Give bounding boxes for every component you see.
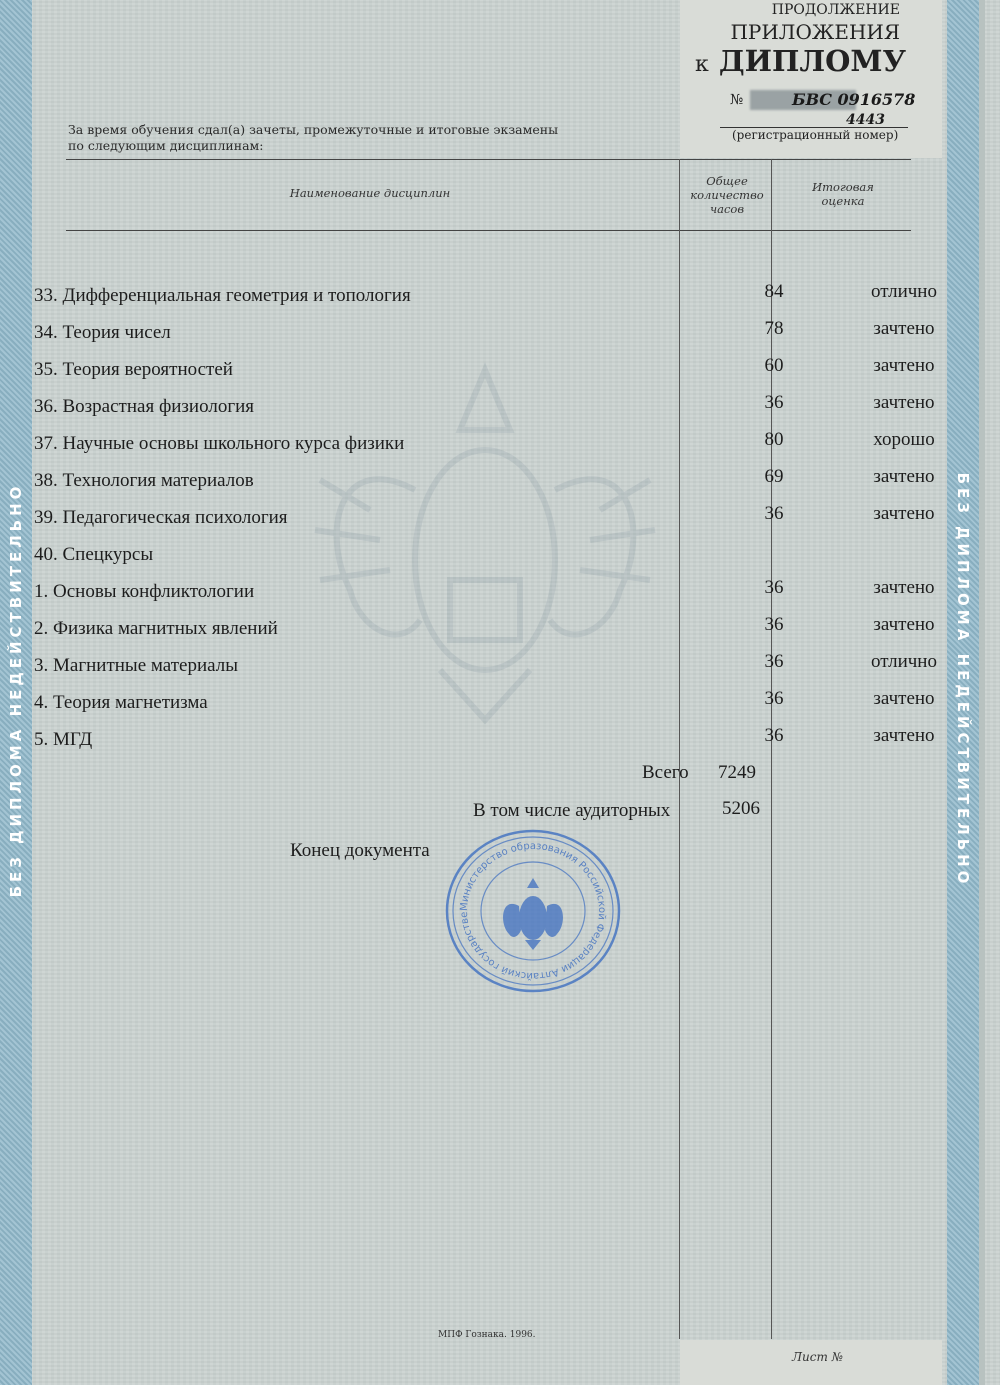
discipline-name: 1. Основы конфликтологии [34, 581, 255, 602]
discipline-hours: 36 [764, 614, 784, 635]
table-row [34, 688, 974, 720]
discipline-grade: зачтено [873, 577, 935, 598]
column-header-grade [776, 180, 910, 208]
diploma-number-value: БВС 0916578 [792, 90, 916, 109]
discipline-grade: зачтено [873, 392, 935, 413]
discipline-hours: 78 [764, 318, 784, 339]
printer-imprint: МПФ Гознака. 1996. [438, 1330, 536, 1340]
university-seal [443, 826, 623, 996]
discipline-hours: 84 [764, 281, 784, 302]
total-value: 7249 [718, 762, 756, 783]
column-header-hours-1: Общее [706, 174, 748, 188]
discipline-name: 37. Научные основы школьного курса физики [34, 433, 405, 454]
table-row [34, 651, 974, 683]
discipline-hours: 36 [764, 392, 784, 413]
discipline-grade: зачтено [873, 725, 935, 746]
discipline-grade: зачтено [873, 688, 935, 709]
discipline-name: 3. Магнитные материалы [34, 655, 238, 676]
column-header-name: Наименование дисциплин [289, 186, 451, 200]
discipline-name: 5. МГД [34, 729, 93, 750]
discipline-grade: отлично [871, 281, 937, 302]
column-header-grade-1: Итоговая [812, 180, 874, 194]
table-header-rule [66, 230, 911, 231]
registration-number-label: (регистрационный номер) [732, 128, 899, 142]
table-row [34, 318, 974, 350]
intro-line-2: по следующим дисциплинам: [68, 138, 264, 153]
discipline-name: 35. Теория вероятностей [34, 359, 233, 380]
left-security-strip [0, 0, 32, 1385]
table-row [34, 577, 974, 609]
discipline-grade: отлично [871, 651, 937, 672]
header-line-2: ПРИЛОЖЕНИЯ [730, 20, 900, 44]
discipline-hours: 36 [764, 577, 784, 598]
discipline-grade: зачтено [873, 466, 935, 487]
table-row [34, 429, 974, 461]
table-row [34, 392, 974, 424]
header-line-3 [680, 44, 906, 78]
discipline-grade: зачтено [873, 503, 935, 524]
table-row [34, 281, 974, 313]
discipline-hours: 36 [764, 725, 784, 746]
header-line-1: ПРОДОЛЖЕНИЕ [771, 2, 900, 18]
table-row [34, 544, 974, 572]
column-header-hours [684, 174, 770, 216]
discipline-grade: зачтено [873, 318, 935, 339]
discipline-grade: зачтено [873, 614, 935, 635]
header-line-3-prefix: к [695, 52, 709, 77]
table-row [34, 614, 974, 646]
discipline-name: 2. Физика магнитных явлений [34, 618, 278, 639]
seal-text: Министерство образования Российской Федерации Алтайский государстве [458, 840, 608, 982]
registration-number-value: 4443 [846, 112, 885, 128]
discipline-name: 36. Возрастная физиология [34, 396, 255, 417]
discipline-name: 39. Педагогическая психология [34, 507, 288, 528]
discipline-name: 4. Теория магнетизма [34, 692, 208, 713]
discipline-hours: 60 [764, 355, 784, 376]
diploma-number-label: № [730, 92, 744, 108]
discipline-hours: 36 [764, 651, 784, 672]
discipline-name: 34. Теория чисел [34, 322, 171, 343]
auditorium-value: 5206 [722, 798, 760, 819]
header-line-3-main: ДИПЛОМУ [718, 44, 906, 78]
discipline-hours: 36 [764, 503, 784, 524]
discipline-grade: хорошо [873, 429, 935, 450]
table-row [34, 466, 974, 498]
discipline-hours: 69 [764, 466, 784, 487]
sheet-number-label: Лист № [792, 1350, 844, 1364]
discipline-name: 38. Технология материалов [34, 470, 254, 491]
table-row [34, 503, 974, 535]
intro-line-1: За время обучения сдал(а) зачеты, промежуточные и итоговые экзамены [68, 122, 559, 137]
column-header-hours-2: количество [690, 188, 764, 202]
column-header-grade-2: оценка [821, 194, 865, 208]
discipline-grade: зачтено [873, 355, 935, 376]
discipline-name: 40. Спецкурсы [34, 544, 154, 565]
table-row [34, 355, 974, 387]
total-label: Всего [642, 762, 689, 783]
discipline-hours: 36 [764, 688, 784, 709]
table-top-rule [66, 159, 911, 160]
discipline-hours: 80 [764, 429, 784, 450]
header-box [680, 0, 942, 158]
column-header-hours-3: часов [709, 202, 745, 216]
right-strip-text: БЕЗ ДИПЛОМА НЕДЕЙСТВИТЕЛЬНО [954, 472, 972, 888]
left-strip-text: БЕЗ ДИПЛОМА НЕДЕЙСТВИТЕЛЬНО [7, 482, 25, 898]
intro-text [68, 122, 648, 154]
auditorium-label: В том числе аудиторных [473, 800, 671, 821]
table-row [34, 725, 974, 757]
discipline-name: 33. Дифференциальная геометрия и топология [34, 285, 411, 306]
end-of-document: Конец документа [290, 840, 430, 861]
